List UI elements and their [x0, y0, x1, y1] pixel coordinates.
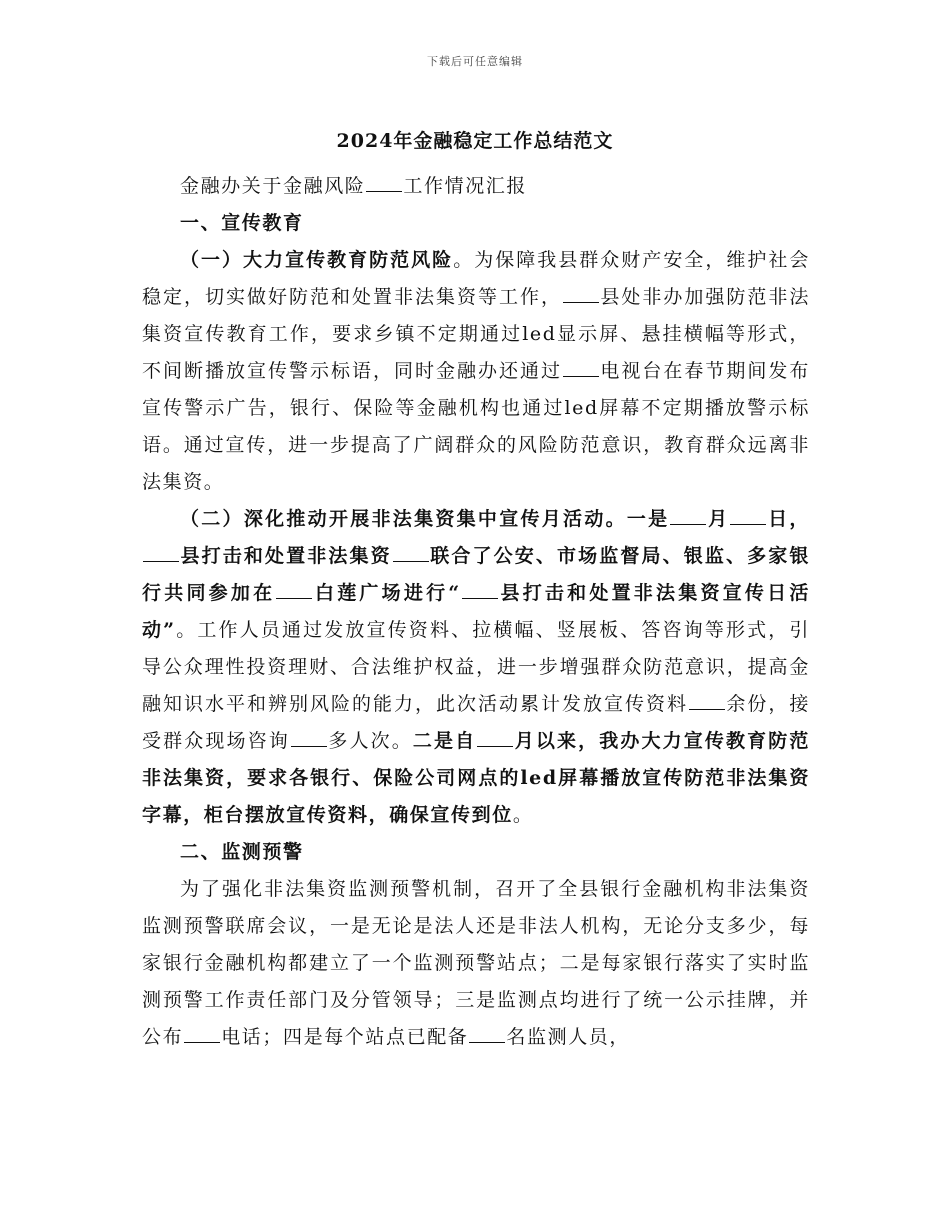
section-heading-2: 二、监测预警 — [180, 841, 304, 863]
fill-blank — [670, 523, 706, 525]
section-heading-1: 一、宣传教育 — [180, 212, 304, 234]
text-run: 名监测人员， — [506, 1026, 631, 1048]
fill-blank — [563, 301, 599, 303]
paragraph-1 — [142, 242, 810, 501]
document-body — [142, 168, 810, 1056]
fill-blank — [291, 745, 327, 747]
text-run: 。为保障我县群众财产安全，维护社会稳定，切实做好防范和处置非法集资等工作， — [142, 249, 811, 308]
paragraph-lead: （一）大力宣传教育防范风险 — [180, 249, 454, 271]
text-run: 电话；四是每个站点已配备 — [221, 1026, 469, 1048]
text-run: 白莲广场进行“ — [313, 582, 461, 604]
text-run: 二是自 — [412, 730, 477, 752]
text-run: 。一是 — [605, 508, 670, 530]
fill-blank — [184, 1041, 220, 1043]
fill-blank — [563, 375, 599, 377]
text-run: 多人次。 — [327, 730, 413, 752]
text-run: 日， — [767, 508, 810, 530]
text-run: 县打击和处置非法集资宣传日活动” — [142, 582, 810, 641]
document-title: 2024年金融稳定工作总结范文 — [336, 130, 614, 152]
text-run: 。 — [512, 804, 534, 826]
subtitle-line — [142, 168, 810, 205]
fill-blank — [689, 708, 725, 710]
subtitle-before: 金融办关于金融风险 — [180, 175, 366, 197]
text-run: 月以来，我办大力宣传教育防范非法集资，要求各银行、保险公司网点的led屏幕播放宣传防范非法集资字幕，柜台摆放宣传资料，确保宣传到位 — [142, 730, 811, 826]
text-run: 电视台在春节期间发布宣传警示广告，银行、保险等金融机构也通过led屏幕不定期播放警示标语。通过宣传，进一步提高了广阔群众的风险防范意识，教育群众远离非法集资。 — [142, 360, 810, 493]
text-run: 余份，接受群众现场咨询 — [142, 693, 810, 752]
fill-blank — [462, 597, 498, 599]
text-run: 。工作人员通过发放宣传资料、拉横幅、竖展板、答咨询等形式，引导公众理性投资理财、合法维护权益，进一步增强群众防范意识，提高金融知识水平和辨别风险的能力，此次活动累计发放宣传资料 — [142, 619, 810, 715]
text-run: 县打击和处置非法集资 — [180, 545, 392, 567]
fill-blank — [143, 560, 179, 562]
text-run: 县处非办加强防范非法集资宣传教育工作，要求乡镇不定期通过led显示屏、悬挂横幅等形式，不间断播放宣传警示标语，同时金融办还通过 — [142, 286, 810, 382]
fill-blank — [393, 560, 429, 562]
text-run: 为了强化非法集资监测预警机制，召开了全县银行金融机构非法集资监测预警联席会议，一是无论是法人还是非法人机构，无论分支多少，每家银行金融机构都建立了一个监测预警站点；二是每家银行落实了实时监测预警工作责任部门及分管领导；三是监测点均进行了统一公示挂牌，并公布 — [142, 878, 810, 1048]
fill-blank — [276, 597, 312, 599]
fill-blank — [730, 523, 766, 525]
page-header-note: 下载后可任意编辑 — [427, 55, 523, 68]
fill-blank — [366, 190, 402, 192]
subtitle-after: 工作情况汇报 — [403, 175, 528, 197]
paragraph-3 — [142, 871, 810, 1056]
fill-blank — [469, 1041, 505, 1043]
paragraph-lead: （二）深化推动开展非法集资集中宣传月活动 — [180, 508, 606, 530]
text-run: 联合了公安、市场监督局、银监、多家银行共同参加在 — [142, 545, 810, 604]
paragraph-2 — [142, 501, 810, 834]
text-run: 月 — [707, 508, 730, 530]
fill-blank — [477, 745, 513, 747]
